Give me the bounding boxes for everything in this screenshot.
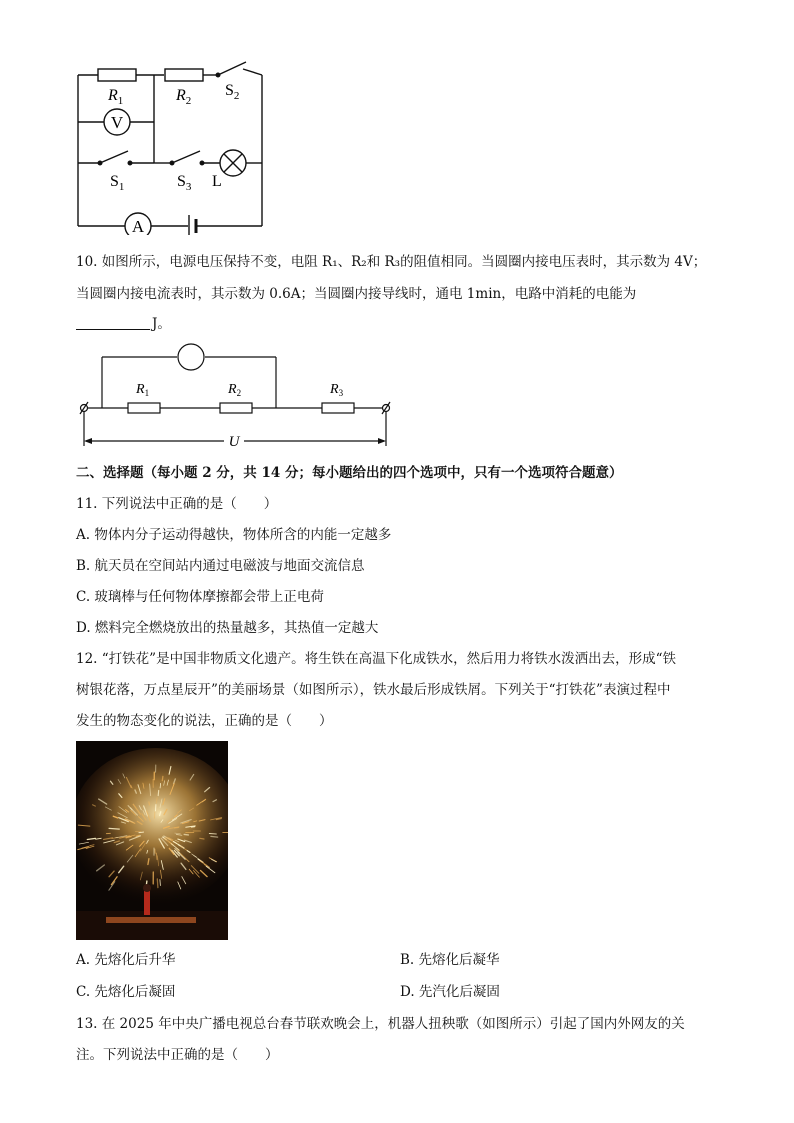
voltmeter-label: V [110, 113, 124, 132]
iron-flower-photo [76, 741, 228, 940]
switch-s3 [170, 151, 204, 165]
label-r1: $R_1$ [136, 382, 150, 398]
q12-option-a[interactable]: A. 先熔化后升华 [76, 952, 176, 968]
label-r2: $R_2$ [176, 87, 192, 107]
q11-option-d[interactable]: D. 燃料完全燃烧放出的热量越多，其热值一定越大 [76, 620, 379, 636]
q12-option-d[interactable]: D. 先汽化后凝固 [400, 984, 500, 1000]
circuit-diagram-2 [72, 338, 402, 452]
q11-stem: 11. 下列说法中正确的是（ ） [76, 496, 278, 512]
ammeter-label: A [131, 217, 145, 235]
lamp-icon [220, 150, 246, 176]
q11-option-b[interactable]: B. 航天员在空间站内通过电磁波与地面交流信息 [76, 558, 365, 574]
section-heading: 二、选择题（每小题 2 分，共 14 分；每小题给出的四个选项中，只有一个选项符合题意） [76, 465, 623, 481]
q10-answer-line: J。 [76, 314, 171, 334]
q12-line-1: 12. “打铁花”是中国非物质文化遗产。将生铁在高温下化成铁水，然后用力将铁水泼洒出去，形成“铁 [76, 651, 676, 667]
resistor-r3 [322, 403, 354, 413]
q10-line-2: 当圆圈内接电流表时，其示数为 0.6A；当圆圈内接导线时，通电 1min，电路中消耗的电能为 [76, 286, 637, 302]
resistor-r1 [128, 403, 160, 413]
q12-option-c[interactable]: C. 先熔化后凝固 [76, 984, 176, 1000]
switch-s2 [216, 62, 246, 77]
label-s2: $S_2$ [225, 82, 240, 102]
label-r3: $R_3$ [330, 382, 344, 398]
answer-blank[interactable] [76, 315, 150, 330]
q12-line-2: 树银花落，万点星辰开”的美丽场景（如图所示），铁水最后形成铁屑。下列关于“打铁花”表演过程中 [76, 682, 671, 698]
q11-option-c[interactable]: C. 玻璃棒与任何物体摩擦都会带上正电荷 [76, 589, 324, 605]
q12-option-b[interactable]: B. 先熔化后凝华 [400, 952, 500, 968]
switch-s1 [98, 151, 132, 165]
q13-line-1: 13. 在 2025 年中央广播电视总台春节联欢晚会上，机器人扭秧歌（如图所示）引起了国内外网友的关 [76, 1016, 685, 1032]
q11-option-a[interactable]: A. 物体内分子运动得越快，物体所含的内能一定越多 [76, 527, 392, 543]
resistor-r2 [220, 403, 252, 413]
battery-icon [189, 215, 196, 235]
resistor-r2 [165, 69, 203, 81]
q10-line-1: 10. 如图所示，电源电压保持不变，电阻 R₁、R₂和 R₃的阻值相同。当圆圈内接电压表时，其示数为 4V； [76, 254, 707, 270]
label-r1: $R_1$ [108, 87, 124, 107]
q12-line-3: 发生的物态变化的说法，正确的是（ ） [76, 713, 333, 729]
circuit-diagram-1 [70, 55, 280, 235]
label-s3: $S_3$ [177, 173, 192, 193]
q13-line-2: 注。下列说法中正确的是（ ） [76, 1047, 279, 1063]
label-s1: $S_1$ [110, 173, 125, 193]
label-lamp: L [212, 173, 222, 190]
label-r2: $R_2$ [228, 382, 242, 398]
meter-circle[interactable] [178, 344, 204, 370]
label-voltage-u: U [228, 434, 240, 450]
resistor-r1 [98, 69, 136, 81]
